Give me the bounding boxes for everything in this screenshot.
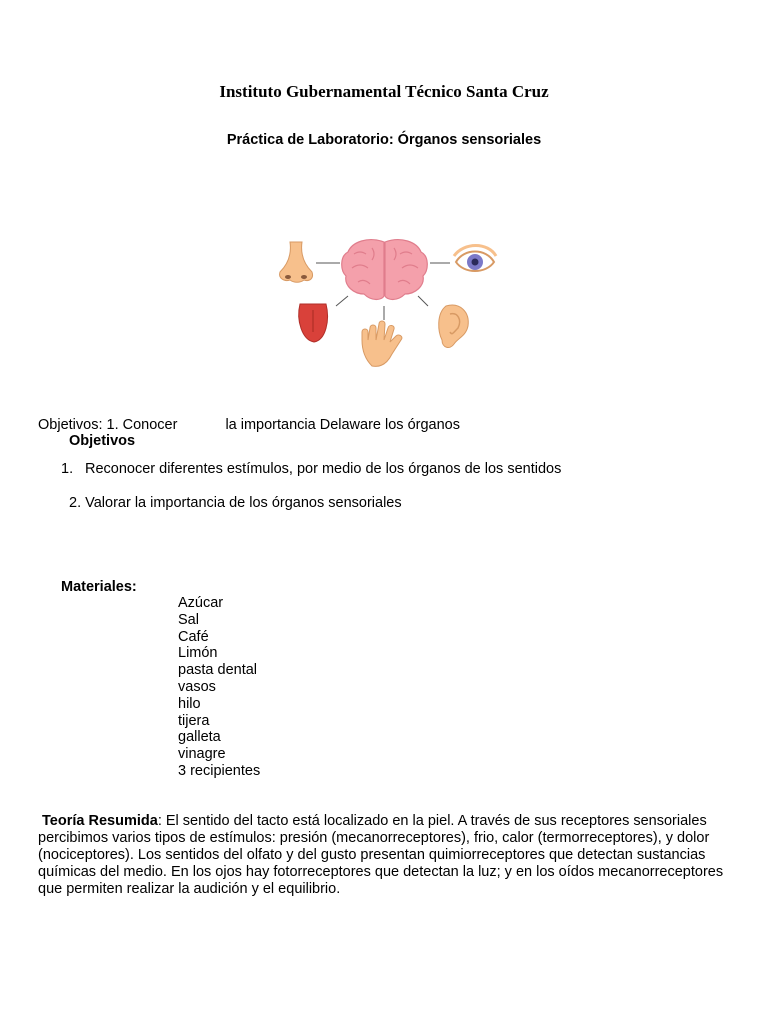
list-item: 3 recipientes [178, 762, 261, 779]
ear-icon [439, 305, 469, 347]
materials-heading: Materiales: [61, 579, 137, 595]
list-item: tijera [178, 712, 210, 729]
theory-label: Teoría Resumida [42, 813, 158, 829]
list-item: hilo [178, 695, 201, 712]
list-item: Café [178, 628, 209, 645]
practice-title: Práctica de Laboratorio: Órganos sensoriales [226, 132, 542, 148]
list-item: Sal [178, 611, 199, 628]
theory-text: : El sentido del tacto está localizado en la piel. A través de sus receptores sensoriales percibimos varios tipos de estímulos: presión (mecanorreceptores), frio, calor (termorreceptores), y dolor (nociceptores). Los sentidos del olfato y del gusto presentan quimiorreceptores que detectan sustancias químicas del medio. En los ojos hay fotorreceptores que detectan la luz; y en los oídos mecanorreceptores que permiten realizar la audición y el equilibrio. [38, 813, 724, 897]
theory-paragraph [38, 813, 738, 898]
eye-icon [454, 246, 496, 272]
list-item: vinagre [178, 746, 226, 763]
objectives-heading: Objetivos [69, 433, 136, 449]
list-item: Azúcar [178, 595, 224, 611]
list-item: Limón [178, 645, 218, 662]
objective-item-2: 2. Valorar la importancia de los órganos sensoriales [69, 495, 402, 511]
tongue-icon [299, 304, 328, 342]
sense-organs-illustration [268, 228, 504, 374]
materials-list [178, 595, 260, 780]
objective-item-1-number: 1. [61, 461, 74, 477]
list-item: vasos [178, 678, 216, 695]
brain-icon [342, 240, 428, 300]
objective-item-1 [61, 461, 561, 478]
objectives-intro-line [38, 417, 460, 434]
list-item: pasta dental [178, 662, 258, 679]
hand-icon [362, 321, 402, 366]
institution-title: Instituto Gubernamental Técnico Santa Cruz [219, 82, 549, 101]
nose-icon [280, 242, 313, 282]
objectives-intro-part2: la importancia Delaware los órganos [225, 417, 460, 433]
objective-item-1-text: Reconocer diferentes estímulos, por medio de los órganos de los sentidos [85, 461, 562, 477]
objectives-intro-part1: Objetivos: 1. Conocer [38, 417, 178, 433]
list-item: galleta [178, 729, 221, 746]
